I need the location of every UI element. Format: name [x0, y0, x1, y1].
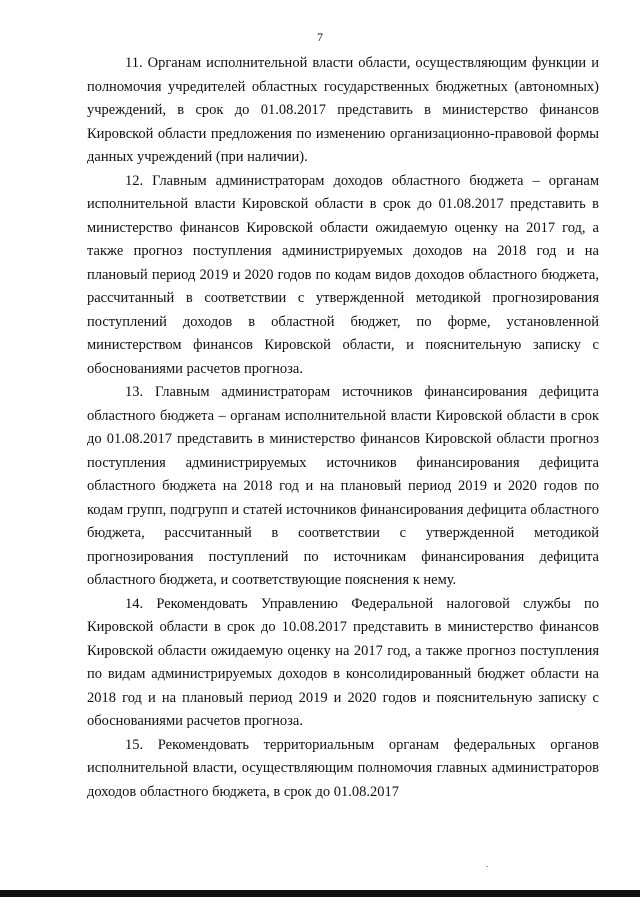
page-number: 7 — [317, 30, 323, 44]
paragraph-11: 11. Органам исполнительной власти области, осуществляющим функции и полномочия учредителей областных государственных бюджетных (автономных) учреждений, в срок до 01.08.2017 представить в министерство финансов Кировской области предложения по изменению организационно-правовой формы данных учреждений (при наличии). — [87, 55, 599, 165]
document-body — [87, 52, 599, 804]
paragraph-13: 13. Главным администраторам источников финансирования дефицита областного бюджета – органам исполнительной власти Кировской области в срок до 01.08.2017 представить в министерство финансов Кировской области прогноз поступления администрируемых источников финансирования дефицита областного бюджета на 2018 год и на плановый период 2019 и 2020 годов по кодам групп, подгрупп и статей источников финансирования дефицита областного бюджета, рассчитанный в соответствии с утвержденной методикой прогнозирования поступлений по источникам финансирования дефицита областного бюджета, и соответствующие пояснения к нему. — [87, 384, 599, 588]
scan-edge-bar — [0, 890, 640, 897]
paragraph-15: 15. Рекомендовать территориальным органам федеральных органов исполнительной власти, осуществляющим полномочия главных администраторов доходов областного бюджета, в срок до 01.08.2017 — [87, 736, 599, 800]
paragraph-14: 14. Рекомендовать Управлению Федеральной налоговой службы по Кировской области в срок до 10.08.2017 представить в министерство финансов Кировской области ожидаемую оценку на 2017 год, а также прогноз поступления по видам администрируемых доходов в консолидированный бюджет области на 2018 год и на плановый период 2019 и 2020 годов и пояснительную записку с обоснованиями расчетов прогноза. — [87, 595, 599, 729]
scan-speck — [486, 866, 488, 867]
paragraph-12: 12. Главным администраторам доходов областного бюджета – органам исполнительной власти Кировской области в срок до 01.08.2017 представить в министерство финансов Кировской области ожидаемую оценку на 2017 год, а также прогноз поступления администрируемых доходов на 2018 год и на плановый период 2019 и 2020 годов по кодам видов доходов областного бюджета, рассчитанный в соответствии с утвержденной методикой прогнозирования поступлений доходов в областной бюджет, по форме, установленной министерством финансов Кировской области, и пояснительную записку с обоснованиями расчетов прогноза. — [87, 172, 599, 377]
